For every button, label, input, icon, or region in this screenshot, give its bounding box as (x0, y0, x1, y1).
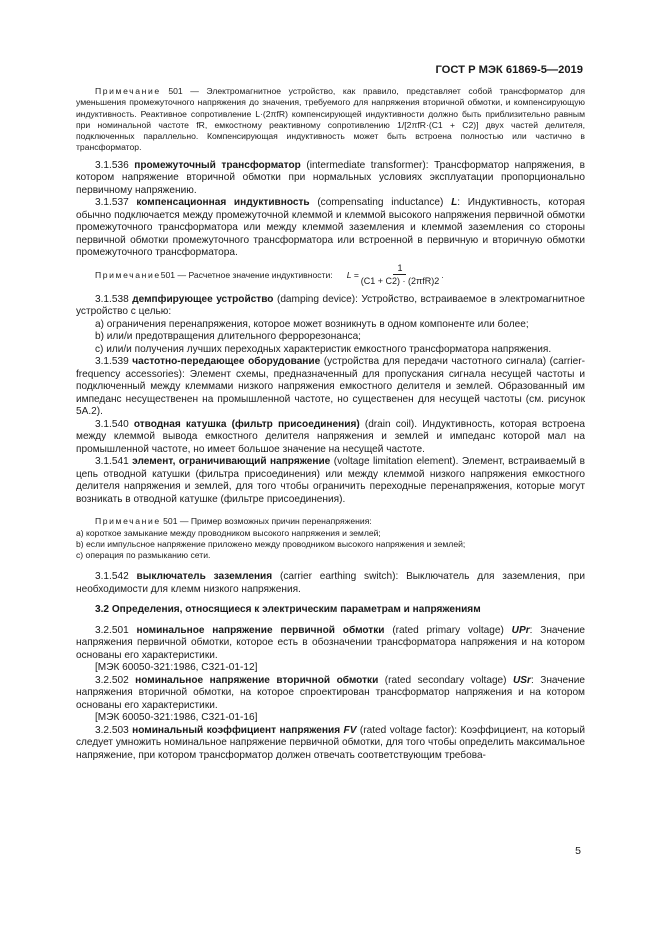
term-definition: : Значение напряжения вторичной обмотки, на которое спроектирован трансформатор напряжения и на котором основаны его характеристики. (76, 674, 585, 711)
term-symbol: L (451, 197, 458, 209)
term-name: промежуточный трансформатор (134, 159, 301, 171)
term-reference: [МЭК 60050-321:1986, С321-01-16] (95, 712, 258, 724)
term-symbol: FV (343, 724, 357, 736)
term-number: 3.2.502 (95, 674, 136, 686)
note-list-item: a) короткое замыкание между проводником высокого напряжения и землей; (76, 527, 381, 538)
term-number: 3.1.540 (95, 418, 134, 430)
term-number: 3.1.539 (95, 356, 133, 368)
page-content (76, 86, 585, 762)
term-name: выключатель заземления (136, 571, 273, 583)
term-definition: (устройства для передачи частотного сигнала) (carrier-frequency accessories): Элемент схемы, предназначенный для пропускания сигнала несущей частоты и подключенный между клеммами низкого напряжения емкостного делителя и землей. Образованный им импеданс несущественен на промышленной частоте, но существенен для несущей частоты (см. рисунок 5А.2). (76, 356, 585, 418)
term-reference: [МЭК 60050-321:1986, С321-01-12] (95, 662, 258, 674)
term-3-2-503 (76, 725, 585, 763)
term-definition: (carrier earthing switch): Выключатель для заземления, при необходимости для клемм низкого напряжения. (76, 571, 586, 595)
note-list-item: c) операция по размыканию сети. (76, 550, 211, 561)
term-number: 3.2.501 (95, 624, 137, 636)
term-3-1-537 (76, 197, 585, 260)
note-text: 501 — Пример возможных причин перенапряжения: (160, 516, 372, 527)
term-name: номинальное напряжение вторичной обмотки (135, 674, 379, 686)
term-number: 3.1.542 (95, 571, 137, 583)
page-number: 5 (575, 845, 581, 857)
term-number: 3.1.536 (95, 159, 135, 171)
term-3-1-540 (76, 419, 585, 457)
term-name: частотно-передающее оборудование (132, 356, 321, 368)
note-label: Примечание (95, 269, 161, 280)
standard-header: ГОСТ Р МЭК 61869-5—2019 (435, 64, 583, 76)
term-number: 3.1.541 (95, 456, 133, 468)
term-name: номинальное напряжение первичной обмотки (136, 624, 385, 636)
term-name: компенсационная индуктивность (136, 197, 310, 209)
note-label: Примечание (95, 516, 161, 527)
term-symbol: USr (513, 674, 531, 686)
section-heading-3-2: 3.2 Определения, относящиеся к электрическим параметрам и напряжениям (95, 604, 481, 616)
term-definition: : Значение напряжения первичной обмотки, которое есть в обозначении трансформатора напряжения и на котором основаны его характеристики. (76, 624, 585, 661)
term-english: (rated secondary voltage) (378, 674, 514, 686)
term-3-1-538 (76, 294, 585, 319)
note-501-electromagnetic (76, 86, 585, 154)
term-3-1-542 (76, 571, 585, 596)
formula-fraction (361, 263, 439, 286)
formula-tail: . (441, 269, 444, 280)
formula-denominator: (C1 + C2) · (2πfR)2 (360, 276, 440, 287)
term-definition: (drain coil). Индуктивность, которая встроена между клеммой вывода емкостного делителя напряжения и землей и импеданс которой мал на промышленной частоте, но имеет большое значение на несущей частоте. (76, 418, 585, 455)
term-3-1-541 (76, 456, 585, 506)
term-definition: (damping device): Устройство, встраиваемое в электромагнитное устройство с целью: (76, 293, 585, 318)
note-501-overvoltage (76, 516, 585, 527)
formula-numerator: 1 (393, 263, 406, 275)
term-number: 3.1.537 (95, 197, 137, 209)
note-label: Примечание (95, 86, 161, 96)
term-definition: (rated voltage factor): Коэффициент, на который следует умножить номинальное напряжение первичной обмотки, для того чтобы определить максимальное напряжение, при котором трансформатор должен отвечать соответствующим требова- (76, 724, 585, 761)
note-501-formula (76, 260, 585, 290)
formula-lhs: L = (346, 269, 359, 280)
term-3-1-539 (76, 356, 585, 419)
note-text: 501 — Электромагнитное устройство, как правило, представляет собой трансформатор для уменьшения промежуточного напряжения до значения, требуемого для напряжения вторичной обмотки, и компенсирующую индуктивность. Реактивное сопротивление L·(2πfR) компенсирующей индуктивности должно быть приблизительно равным при номинальной частоте fR, емкостному реактивному сопротивлению 1/[2πfR·(C1 + C2)] двух частей делителя, подключенных параллельно. Компенсирующая индуктивность может быть встроена полностью или частично в трансформатор. (76, 86, 585, 153)
note-text: 501 — Расчетное значение индуктивности: (160, 269, 333, 280)
term-symbol: UPr (511, 624, 530, 636)
term-definition: (intermediate transformer): Трансформатор напряжения, в котором напряжение вторичной обмотки при нормальных условиях эксплуатации пропорционально первичному напряжению. (76, 159, 586, 196)
term-english: (rated primary voltage) (384, 624, 512, 636)
term-definition: (voltage limitation element). Элемент, встраиваемый в цепь отводной катушки (фильтра присоединения) или между клеммой низкого напряжения емкостного делителя напряжения и землей, для того чтобы ограничить переходные перенапряжения, которые могут возникать в отводной катушке (фильтре присоединения). (76, 456, 586, 505)
term-name: демпфирующее устройство (132, 293, 274, 305)
term-number: 3.1.538 (95, 293, 133, 305)
note-list-item: b) если импульсное напряжение приложено между проводником высокого напряжения и землей; (76, 538, 466, 549)
term-3-2-501 (76, 625, 585, 663)
term-name: номинальный коэффициент напряжения (132, 724, 341, 736)
term-name: отводная катушка (фильтр присоединения) (133, 418, 360, 430)
term-3-1-536 (76, 160, 585, 198)
term-english: (compensating inductance) (309, 197, 452, 209)
term-definition: : Индуктивность, которая обычно подключается между промежуточной клеммой и клеммой высокого напряжения первичной обмотки промежуточного трансформатора или между клеммой заземления и клеммой заземления со стороны первичной обмотки промежуточного трансформатора или встроенной в первичную и вторичную обмотки промежуточного трансформатора. (76, 197, 585, 259)
list-item: b) или/и предотвращения длительного феррорезонанса; (95, 331, 361, 343)
list-item: a) ограничения перенапряжения, которое может возникнуть в одном компоненте или более; (95, 318, 529, 330)
term-3-2-502 (76, 675, 585, 713)
list-item: c) или/и получения лучших переходных характеристик емкостного трансформатора напряжения. (95, 343, 552, 355)
term-name: элемент, ограничивающий напряжение (132, 456, 331, 468)
term-number: 3.2.503 (95, 724, 133, 736)
